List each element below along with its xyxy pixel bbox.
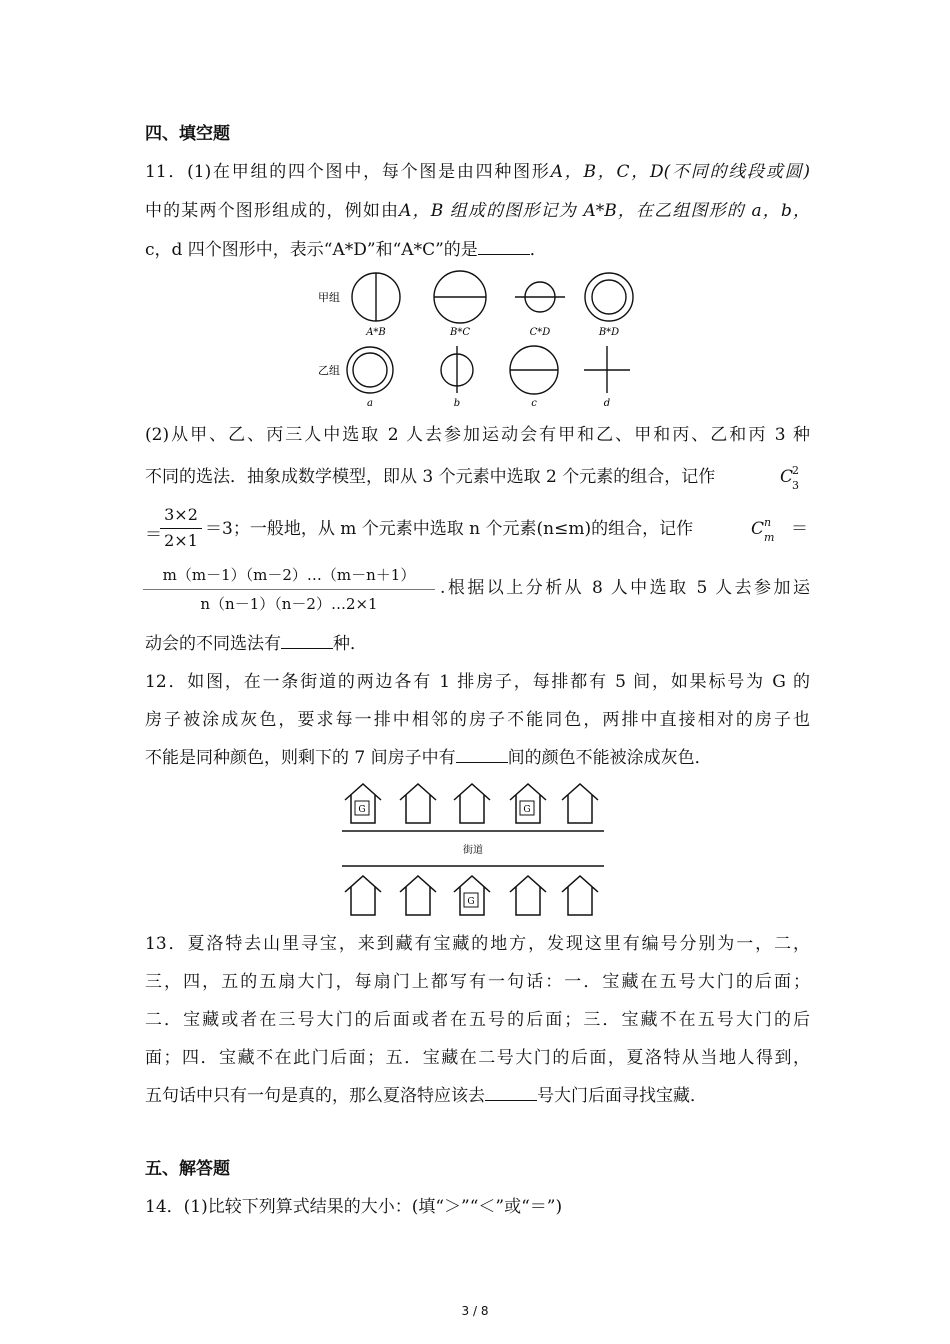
q12-line-2: 房子被涂成灰色，要求每一排中相邻的房子不能同色，两排中直接相对的房子也: [145, 710, 810, 730]
frac1-bar: [160, 528, 202, 529]
bottom-row-houses: [345, 876, 598, 915]
q11-answer-blank-1: [478, 238, 530, 255]
frac1-denominator: 2×1: [164, 531, 198, 550]
house-bottom-3-mark: G: [467, 897, 475, 907]
yi-label-b: b: [453, 398, 461, 409]
c32-sup: 2: [792, 464, 799, 477]
section-heading-fill-blank: 四、填空题: [145, 124, 230, 144]
q11-line-1: [145, 160, 810, 184]
combination-cmn: [751, 516, 775, 544]
q12-line-3b: 间的颜色不能被涂成灰色．: [507, 748, 712, 768]
c32-letter: C: [780, 467, 794, 487]
q11-p2-line-5b: 种．: [333, 634, 367, 654]
q11-line-1-vars: A，B，C，D(不同的线段或圆): [550, 162, 811, 182]
q11-p2-line-3: [205, 516, 810, 544]
jia-label-3: C*D: [529, 327, 551, 338]
q12-line-3a: 不能是同种颜色，则剩下的 7 间房子中有: [145, 748, 456, 768]
house-bottom-2: [400, 876, 436, 915]
frac2-bar: [143, 589, 435, 590]
jia-label-4: B*D: [598, 327, 620, 338]
jia-label-2: B*C: [450, 327, 470, 338]
page-number: 3 / 8: [461, 1304, 489, 1318]
c32-sub: 3: [792, 479, 799, 492]
q14-line-1: 14．(1)比较下列算式结果的大小：(填“＞”“＜”或“＝”): [145, 1197, 563, 1217]
cmn-sub: m: [764, 531, 775, 544]
frac2-denominator: n（n－1）（n－2）…2×1: [200, 595, 378, 613]
house-bottom-4: [510, 876, 546, 915]
q11-p2-line-4: .根据以上分析从 8 人中选取 5 人去参加运: [440, 578, 810, 598]
q13-line-4: 面；四．宝藏不在此门后面；五．宝藏在二号大门的后面，夏洛特从当地人得到，: [145, 1048, 810, 1068]
q11-answer-blank-2: [281, 632, 333, 649]
q11-line-2: [145, 199, 810, 223]
q13-line-5a: 五句话中只有一句是真的，那么夏洛特应该去: [145, 1086, 485, 1106]
q11-line-3-text: c，d 四个图形中，表示“A*D”和“A*C”的是: [145, 240, 478, 260]
q11-eq-prefix: ＝: [145, 525, 162, 545]
street-label: 街道: [463, 845, 483, 856]
q11-p2-line-2: [145, 464, 810, 492]
q11-p2-line-5a: 动会的不同选法有: [145, 634, 281, 654]
combination-c32: [780, 464, 799, 492]
q13-answer-blank: [485, 1084, 537, 1101]
q12-line-3: [145, 746, 810, 770]
yi-fig-a-outer-circle: [347, 347, 393, 393]
house-top-4: [510, 784, 546, 823]
q11-p2-line-1: (2)从甲、乙、丙三人中选取 2 人去参加运动会有甲和乙、甲和丙、乙和丙 3 种: [145, 425, 810, 445]
q13-line-1: 13．夏洛特去山里寻宝，来到藏有宝藏的地方，发现这里有编号分别为一，二，: [145, 934, 810, 954]
q12-street-svg: [340, 778, 608, 920]
q11-line-2-vars: A，B 组成的图形记为 A*B，在乙组图形的 a，b，: [399, 201, 810, 221]
yi-label-d: d: [603, 398, 611, 409]
q11-p2-line-2-text: 不同的选法．抽象成数学模型，即从 3 个元素中选取 2 个元素的组合，记作: [145, 467, 716, 487]
q11-eq-sign: ＝: [791, 519, 808, 539]
q13-line-5: [145, 1084, 810, 1108]
q13-line-5b: 号大门后面寻找宝藏．: [537, 1086, 707, 1106]
frac1-numerator: 3×2: [164, 505, 198, 524]
yi-label-a: a: [367, 398, 373, 409]
house-top-2: [400, 784, 436, 823]
house-bottom-1: [345, 876, 381, 915]
jia-fig-4-inner-circle: [592, 280, 626, 314]
q12-line-1: 12．如图，在一条街道的两边各有 1 排房子，每排都有 5 间，如果标号为 G 的: [145, 672, 810, 692]
q11-figure-svg: [310, 268, 650, 410]
top-row-houses: [345, 784, 598, 823]
house-top-3: [454, 784, 490, 823]
q11-p2-line-3-text: ＝3；一般地，从 m 个元素中选取 n 个元素(n≤m)的组合，记作: [205, 519, 694, 539]
q11-figure: [310, 268, 650, 414]
house-top-4-mark: G: [523, 805, 531, 815]
q13-line-3: 二．宝藏或者在三号大门的后面或者在五号的后面；三．宝藏不在五号大门的后: [145, 1010, 810, 1030]
house-top-1: [345, 784, 381, 823]
q11-p2-line-5: [145, 632, 810, 656]
yi-fig-a-inner-circle: [353, 353, 387, 387]
q11-line-2-text: 中的某两个图形组成的，例如由: [145, 201, 400, 221]
cmn-sup: n: [764, 516, 772, 529]
q11-line-1-text: 11．(1)在甲组的四个图中，每个图是由四种图形: [145, 162, 551, 182]
house-bottom-5: [562, 876, 598, 915]
q12-street-figure: [340, 778, 608, 924]
house-top-5: [562, 784, 598, 823]
section-heading-solve: 五、解答题: [145, 1159, 230, 1179]
frac2-numerator: m（m－1）（m－2）…（m－n＋1）: [162, 566, 416, 584]
house-top-1-mark: G: [358, 805, 366, 815]
jia-group-label: 甲组: [318, 291, 340, 304]
yi-group-label: 乙组: [318, 364, 340, 377]
q12-answer-blank: [456, 746, 508, 763]
house-bottom-3: [454, 876, 490, 915]
jia-label-1: A*B: [366, 327, 386, 338]
yi-label-c: c: [531, 398, 537, 409]
q13-line-2: 三，四，五的五扇大门，每扇门上都写有一句话：一．宝藏在五号大门的后面；: [145, 972, 810, 992]
q11-line-3: c，d 四个图形中，表示“A*D”和“A*C”的是 ．: [145, 240, 547, 260]
cmn-letter: C: [751, 519, 765, 539]
